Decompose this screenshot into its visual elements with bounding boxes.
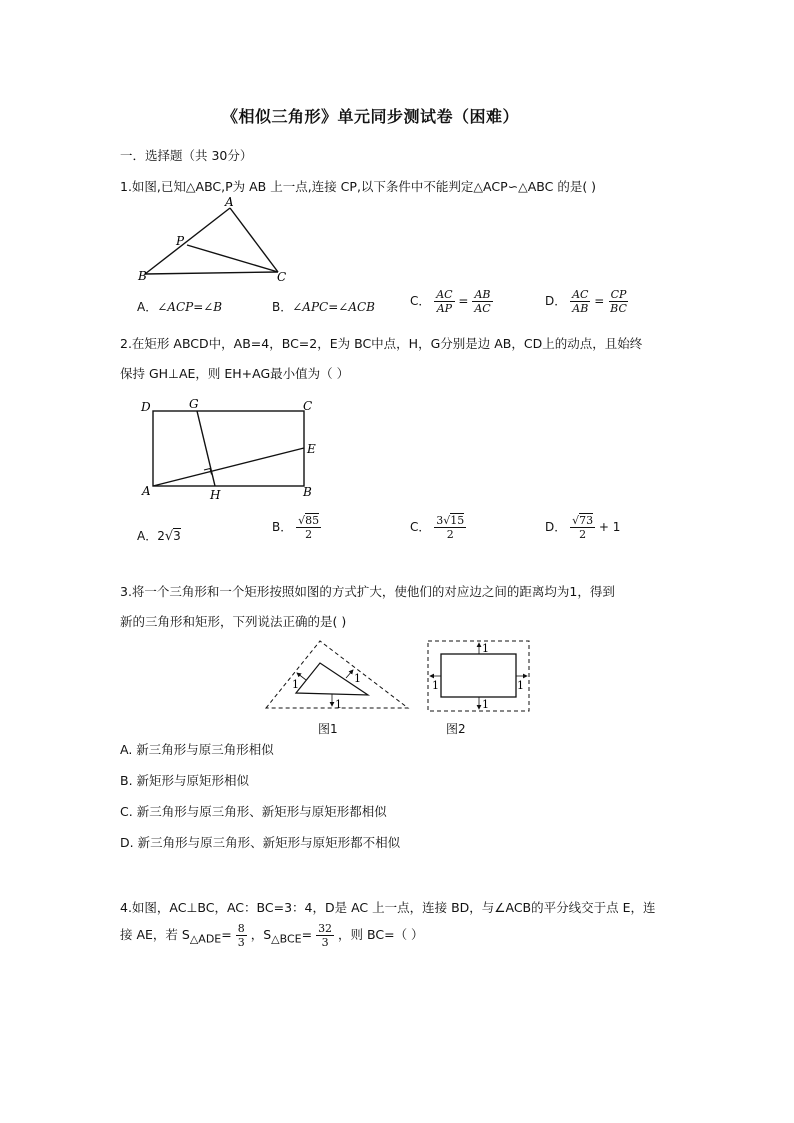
q2b-frac: $\frac{√85}{2}$ [298,514,320,541]
q4-stem-line1: 4.如图，AC⊥BC，AC：BC=3：4，D是 AC 上一点，连接 BD，与∠ACB的平分线交于点 E，连 [120,900,656,915]
q1c-frac-rhs: $\frac{AB}{AC}$ [474,288,491,315]
q1-option-a[interactable]: A．∠ACP=∠B [137,300,223,314]
q1-label-c: C [277,270,287,284]
q2-option-c[interactable]: C． $\frac{3√15}{2}$ [410,514,465,541]
q3-fig1-distance-bottom: 1 [335,698,342,711]
q3-option-c[interactable]: C. 新三角形与原三角形、新矩形与原矩形都相似 [120,804,387,819]
q3-option-d[interactable]: D. 新三角形与原三角形、新矩形与原矩形都不相似 [120,835,401,850]
q3-figure-1-caption: 图1 [318,722,338,736]
q2-label-b: B [303,485,312,499]
q1-label-a: A [225,195,234,209]
q2-label-a: A [142,484,151,498]
q1-label-p: P [176,234,185,248]
q2d-frac: $\frac{√73}{2}$ [572,514,594,541]
q3-fig2-distance-right: 1 [517,679,524,692]
q1-stem: 1.如图,已知△ABC,P为 AB 上一点,连接 CP,以下条件中不能判定△ACP∽△ABC 的是( ) [120,179,597,194]
q1-label-b: B [138,269,147,283]
q4-frac-2: $\frac{32}{3}$ [318,922,333,949]
q1-option-b[interactable]: B．∠APC=∠ACB [272,300,375,314]
q1d-frac-rhs: $\frac{CP}{BC}$ [610,288,627,315]
q3-fig2-distance-bottom: 1 [482,698,489,711]
q2-option-d[interactable]: D． $\frac{√73}{2}$ + 1 [545,514,621,541]
q2-label-c: C [303,399,313,413]
q2-label-d: D [141,400,151,414]
page-title: 《相似三角形》单元同步测试卷（困难） [222,107,520,126]
q1-option-d[interactable]: D． $\frac{AC}{AB}$ = $\frac{CP}{BC}$ [545,288,627,315]
q3-fig1-distance-left: 1 [292,678,299,691]
q3-stem-line2: 新的三角形和矩形，下列说法正确的是( ) [120,614,347,629]
q2-rectangle-figure [138,396,328,504]
q4-frac-1: $\frac{8}{3}$ [237,922,245,949]
q3-stem-line1: 3.将一个三角形和一个矩形按照如图的方式扩大，使他们的对应边之间的距离均为1，得到 [120,584,615,599]
q2-option-b[interactable]: B． $\frac{√85}{2}$ [272,514,320,541]
q2-stem-line1: 2.在矩形 ABCD中，AB=4，BC=2，E为 BC中点，H，G分别是边 AB，CD上的动点，且始终 [120,336,643,351]
q2-label-h: H [210,488,221,502]
q3-figure-2-caption: 图2 [446,722,466,736]
q2-stem-line2: 保持 GH⊥AE，则 EH+AG最小值为（ ） [120,366,350,381]
q2-label-g: G [189,397,199,411]
q3-option-a[interactable]: A. 新三角形与原三角形相似 [120,742,274,757]
q2-option-a[interactable]: A．2√3 [137,529,181,544]
q3-figure-1 [262,636,414,716]
q1-triangle-figure [130,192,300,284]
q3-option-b[interactable]: B. 新矩形与原矩形相似 [120,773,250,788]
q2-label-e: E [307,442,316,456]
q2c-frac: $\frac{3√15}{2}$ [436,514,465,541]
q3-fig2-distance-left: 1 [432,679,439,692]
q3-figure-2 [424,636,534,716]
q1-option-c[interactable]: C． $\frac{AC}{AP}$ = $\frac{AB}{AC}$ [410,288,491,315]
q3-fig1-distance-right: 1 [354,672,361,685]
q1d-frac-lhs: $\frac{AC}{AB}$ [572,288,589,315]
q1c-frac-lhs: $\frac{AC}{AP}$ [436,288,453,315]
q3-fig2-distance-top: 1 [482,642,489,655]
q4-stem-line2: 接 AE，若 $S_{\triangle ADE}=$ $\frac{8}{3}$ ，$S_{\triangle BCE}=$ $\frac{32}{3}$ ，则 BC=（ ） [120,922,424,949]
section-heading: 一．选择题（共 30分） [120,148,253,163]
